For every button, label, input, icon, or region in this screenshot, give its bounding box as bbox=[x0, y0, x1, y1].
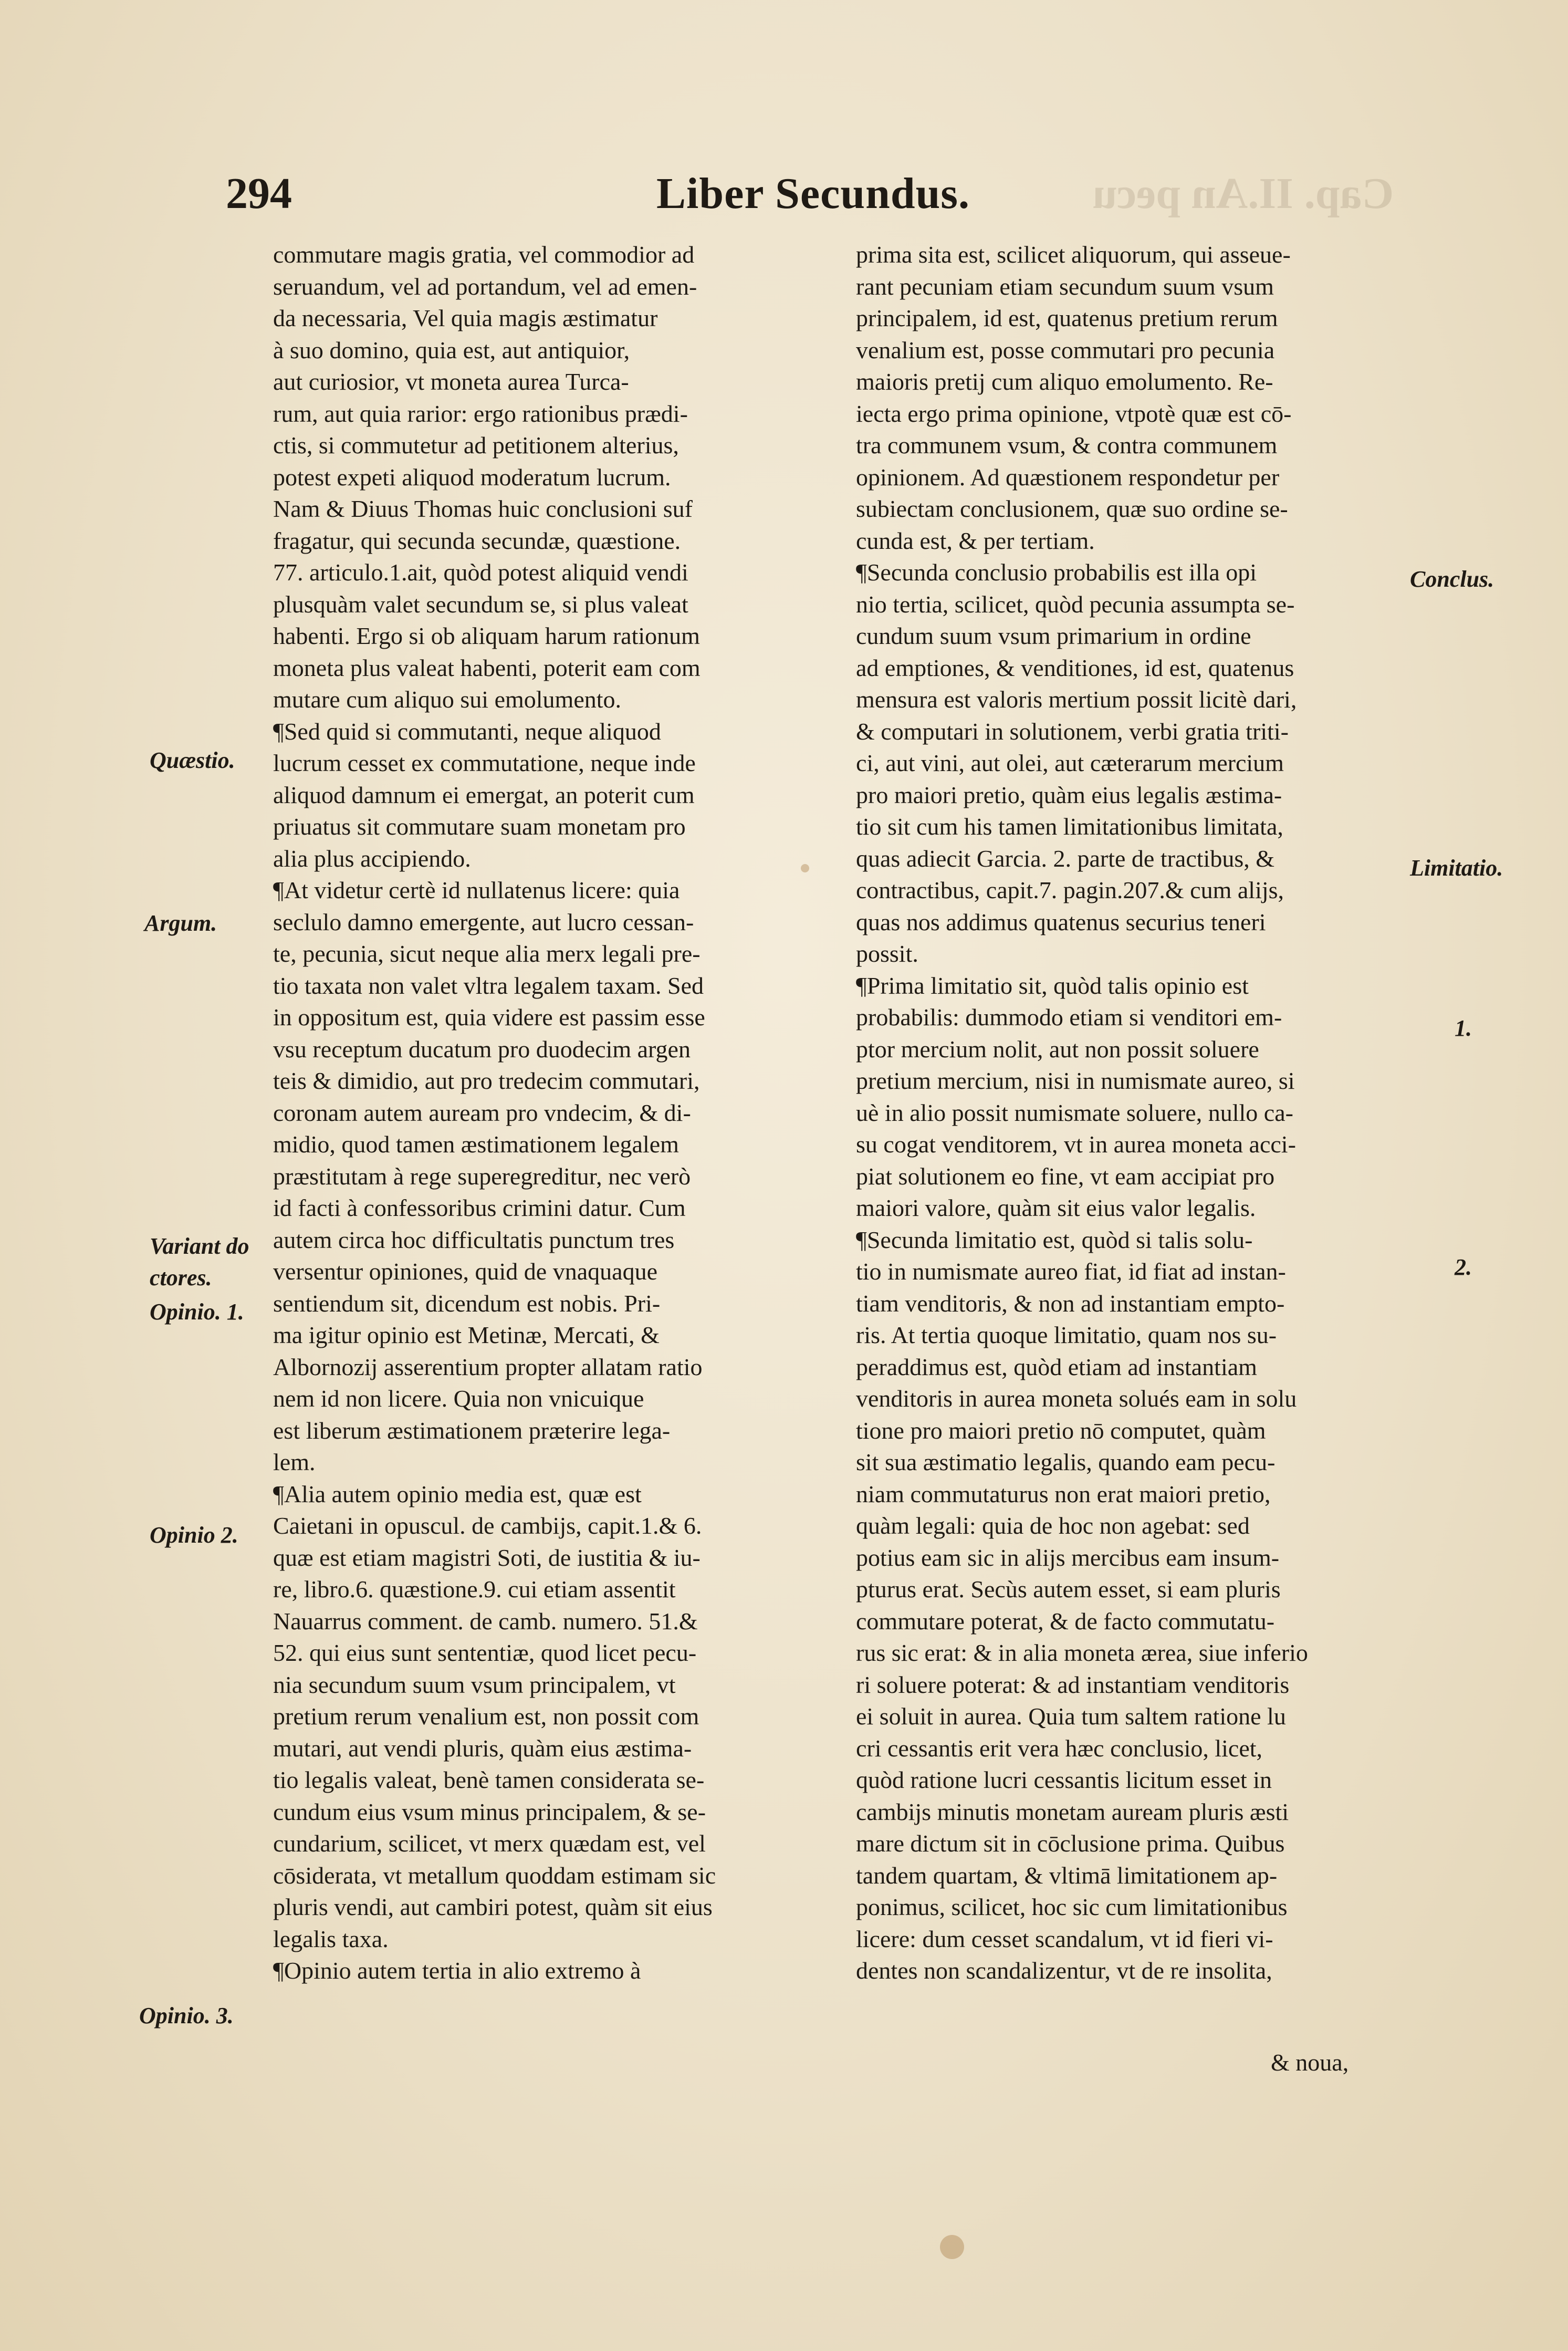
text-line: ri soluere poterat: & ad instantiam venditoris bbox=[856, 1671, 1290, 1698]
text-line: cōsiderata, vt metallum quoddam estimam sic bbox=[273, 1861, 716, 1889]
text-line: nia secundum suum vsum principalem, vt bbox=[273, 1671, 676, 1698]
margin-note-number-2: 2. bbox=[1455, 1254, 1472, 1280]
text-line: su cogat venditorem, vt in aurea moneta acci- bbox=[856, 1131, 1296, 1158]
text-line: coronam autem auream pro vndecim, & di- bbox=[273, 1099, 691, 1126]
text-line: ¶Alia autem opinio media est, quæ est bbox=[273, 1480, 642, 1507]
text-line: ¶Secunda limitatio est, quòd si talis solu- bbox=[856, 1226, 1253, 1253]
margin-note-number-1: 1. bbox=[1455, 1015, 1472, 1041]
text-line: quæ est etiam magistri Soti, de iustitia & iu- bbox=[273, 1544, 701, 1571]
text-line: id facti à confessoribus crimini datur. Cum bbox=[273, 1194, 686, 1221]
margin-note-conclus: Conclus. bbox=[1410, 566, 1494, 592]
text-line: venalium est, posse commutari pro pecunia bbox=[856, 336, 1275, 363]
text-line: possit. bbox=[856, 940, 918, 967]
text-line: quòd ratione lucri cessantis licitum esset in bbox=[856, 1766, 1272, 1793]
text-line: moneta plus valeat habenti, poterit eam com bbox=[273, 654, 701, 681]
text-line: nio tertia, scilicet, quòd pecunia assumpta se- bbox=[856, 590, 1295, 618]
margin-note-limitatio: Limitatio. bbox=[1410, 855, 1503, 881]
folio-number: 294 bbox=[226, 169, 292, 218]
text-line: versentur opiniones, quid de vnaquaque bbox=[273, 1258, 657, 1285]
text-line: te, pecunia, sicut neque alia merx legali pre- bbox=[273, 940, 701, 967]
text-line: pturus erat. Secùs autem esset, si eam pluris bbox=[856, 1576, 1281, 1603]
text-line: Nam & Diuus Thomas huic conclusioni suf bbox=[273, 495, 693, 522]
text-line: quas adiecit Garcia. 2. parte de tractibus, & bbox=[856, 845, 1275, 872]
catchword: & noua, bbox=[1271, 2049, 1349, 2076]
text-line: tio in numismate aureo fiat, id fiat ad instan- bbox=[856, 1258, 1286, 1285]
margin-note-argum: Argum. bbox=[144, 910, 217, 936]
text-line: commutare poterat, & de facto commutatu- bbox=[856, 1607, 1275, 1635]
text-line: potest expeti aliquod moderatum lucrum. bbox=[273, 463, 671, 491]
text-line: tio taxata non valet vltra legalem taxam. Sed bbox=[273, 972, 704, 999]
text-line: est liberum æstimationem præterire lega- bbox=[273, 1417, 671, 1444]
text-line: subiectam conclusionem, quæ suo ordine se- bbox=[856, 495, 1288, 522]
text-line: à suo domino, quia est, aut antiquior, bbox=[273, 336, 630, 363]
text-line: mutari, aut vendi pluris, quàm eius æstima- bbox=[273, 1734, 692, 1762]
text-line: venditoris in aurea moneta solués eam in solu bbox=[856, 1385, 1297, 1412]
text-line: Albornozij asserentium propter allatam ratio bbox=[273, 1353, 703, 1380]
text-line: probabilis: dummodo etiam si venditori em- bbox=[856, 1004, 1282, 1031]
text-line: sentiendum sit, dicendum est nobis. Pri- bbox=[273, 1289, 661, 1317]
text-line: quas nos addimus quatenus securius teneri bbox=[856, 908, 1266, 935]
right-text-column bbox=[856, 239, 1397, 1987]
text-line: commutare magis gratia, vel commodior ad bbox=[273, 241, 695, 268]
text-line: maiori valore, quàm sit eius valor legalis. bbox=[856, 1194, 1256, 1221]
text-line: ponimus, scilicet, hoc sic cum limitationibus bbox=[856, 1894, 1288, 1920]
text-line: cundarium, scilicet, vt merx quædam est, vel bbox=[273, 1830, 706, 1857]
text-line: piat solutionem eo fine, vt eam accipiat pro bbox=[856, 1162, 1275, 1190]
text-line: præstitutam à rege superegreditur, nec verò bbox=[273, 1162, 691, 1190]
text-line: cambijs minutis monetam auream pluris æsti bbox=[856, 1798, 1289, 1825]
text-line: priuatus sit commutare suam monetam pro bbox=[273, 813, 686, 840]
text-line: ¶Secunda conclusio probabilis est illa opi bbox=[856, 559, 1257, 586]
text-line: 52. qui eius sunt sententiæ, quod licet pecu- bbox=[273, 1639, 697, 1666]
text-line: pretium rerum venalium est, non possit com bbox=[273, 1703, 699, 1730]
text-line: principalem, id est, quatenus pretium rerum bbox=[856, 305, 1278, 331]
text-line: ris. At tertia quoque limitatio, quam nos su- bbox=[856, 1322, 1277, 1348]
margin-note-ctores: ctores. bbox=[150, 1265, 212, 1291]
text-line: in oppositum est, quia videre est passim esse bbox=[273, 1004, 705, 1031]
text-line: ¶Prima limitatio sit, quòd talis opinio est bbox=[856, 972, 1249, 999]
text-line: ¶At videtur certè id nullatenus licere: quia bbox=[273, 877, 680, 903]
text-line: peraddimus est, quòd etiam ad instantiam bbox=[856, 1353, 1257, 1380]
text-line: teis & dimidio, aut pro tredecim commutari, bbox=[273, 1067, 700, 1094]
text-line: 77. articulo.1.ait, quòd potest aliquid vendi bbox=[273, 559, 688, 586]
text-line: tio legalis valeat, benè tamen considerata se- bbox=[273, 1766, 705, 1793]
text-line: rum, aut quia rarior: ergo rationibus prædi- bbox=[273, 400, 688, 427]
text-line: aliquod damnum ei emergat, an poterit cum bbox=[273, 781, 695, 808]
margin-note-questio: Quæstio. bbox=[150, 747, 235, 773]
text-line: ei soluit in aurea. Quia tum saltem ratione lu bbox=[856, 1703, 1286, 1730]
margin-note-opinio-3: Opinio. 3. bbox=[139, 2003, 234, 2028]
text-line: mensura est valoris mertium possit licitè dari, bbox=[856, 686, 1297, 713]
text-line: quàm legali: quia de hoc non agebat: sed bbox=[856, 1512, 1250, 1539]
text-line: cundum eius vsum minus principalem, & se- bbox=[273, 1798, 706, 1825]
text-line: plusquàm valet secundum se, si plus valeat bbox=[273, 590, 688, 618]
text-line: alia plus accipiendo. bbox=[273, 845, 471, 872]
text-line: re, libro.6. quæstione.9. cui etiam assentit bbox=[273, 1576, 676, 1603]
text-line: cundum suum vsum primarium in ordine bbox=[856, 622, 1251, 649]
left-text-column bbox=[273, 239, 809, 1987]
text-line: midio, quod tamen æstimationem legalem bbox=[273, 1131, 679, 1158]
text-line: tra communem vsum, & contra communem bbox=[856, 432, 1278, 459]
text-line: mutare cum aliquo sui emolumento. bbox=[273, 686, 622, 713]
text-line: dentes non scandalizentur, vt de re insolita, bbox=[856, 1957, 1272, 1984]
text-line: ad emptiones, & venditiones, id est, quatenus bbox=[856, 654, 1294, 681]
text-line: pretium mercium, nisi in numismate aureo, si bbox=[856, 1067, 1295, 1094]
margin-note-variant: Variant do bbox=[150, 1233, 249, 1259]
text-line: tio sit cum his tamen limitationibus limitata, bbox=[856, 813, 1283, 840]
text-line: ma igitur opinio est Metinæ, Mercati, & bbox=[273, 1322, 660, 1348]
text-line: rant pecuniam etiam secundum suum vsum bbox=[856, 273, 1274, 300]
text-line: sit sua æstimatio legalis, quando eam pecu- bbox=[856, 1449, 1276, 1475]
text-line: lucrum cesset ex commutatione, neque inde bbox=[273, 750, 696, 776]
text-line: fragatur, qui secunda secundæ, quæstione. bbox=[273, 527, 681, 554]
text-line: autem circa hoc difficultatis punctum tres bbox=[273, 1226, 675, 1253]
text-line: lem. bbox=[273, 1449, 316, 1475]
paper-stain bbox=[940, 2235, 964, 2259]
text-line: pro maiori pretio, quàm eius legalis æstima- bbox=[856, 781, 1282, 808]
text-line: pluris vendi, aut cambiri potest, quàm sit eius bbox=[273, 1894, 713, 1920]
bleed-through-text: Cap. II.An pecu bbox=[1092, 169, 1394, 218]
text-line: opinionem. Ad quæstionem respondetur per bbox=[856, 463, 1280, 491]
text-line: potius eam sic in alijs mercibus eam insum- bbox=[856, 1544, 1280, 1571]
margin-note-opinio-2: Opinio 2. bbox=[150, 1522, 238, 1548]
text-line: ¶Sed quid si commutanti, neque aliquod bbox=[273, 717, 661, 745]
text-line: contractibus, capit.7. pagin.207.& cum alijs, bbox=[856, 877, 1284, 903]
margin-note-opinio-1: Opinio. 1. bbox=[150, 1299, 244, 1325]
text-line: tandem quartam, & vltimā limitationem ap- bbox=[856, 1861, 1278, 1889]
text-line: nem id non licere. Quia non vnicuique bbox=[273, 1385, 644, 1412]
text-line: ci, aut vini, aut olei, aut cæterarum mercium bbox=[856, 750, 1284, 776]
text-line: Nauarrus comment. de camb. numero. 51.& bbox=[273, 1607, 698, 1635]
text-line: tiam venditoris, & non ad instantiam empto- bbox=[856, 1289, 1285, 1317]
text-line: rus sic erat: & in alia moneta ærea, siue inferio bbox=[856, 1639, 1308, 1666]
text-line: tione pro maiori pretio nō computet, quàm bbox=[856, 1417, 1266, 1444]
text-line: ¶Opinio autem tertia in alio extremo à bbox=[273, 1957, 641, 1984]
text-line: licere: dum cesset scandalum, vt id fieri vi- bbox=[856, 1925, 1273, 1952]
text-line: niam commutaturus non erat maiori pretio, bbox=[856, 1480, 1271, 1507]
text-line: legalis taxa. bbox=[273, 1925, 389, 1952]
text-line: cri cessantis erit vera hæc conclusio, licet, bbox=[856, 1734, 1263, 1762]
text-line: habenti. Ergo si ob aliquam harum rationum bbox=[273, 622, 700, 649]
text-line: cunda est, & per tertiam. bbox=[856, 527, 1095, 554]
text-line: & computari in solutionem, verbi gratia triti- bbox=[856, 717, 1289, 745]
running-title: Liber Secundus. bbox=[656, 169, 970, 218]
text-line: Caietani in opuscul. de cambijs, capit.1.& 6. bbox=[273, 1512, 702, 1539]
page-header bbox=[226, 168, 1407, 231]
text-line: seruandum, vel ad portandum, vel ad emen- bbox=[273, 273, 697, 300]
text-line: vsu receptum ducatum pro duodecim argen bbox=[273, 1035, 691, 1063]
text-line: aut curiosior, vt moneta aurea Turca- bbox=[273, 368, 629, 395]
text-line: seclulo damno emergente, aut lucro cessan- bbox=[273, 908, 694, 935]
text-line: maioris pretij cum aliquo emolumento. Re- bbox=[856, 368, 1273, 395]
text-line: uè in alio possit numismate soluere, nullo ca- bbox=[856, 1099, 1293, 1126]
text-line: ptor mercium nolit, aut non possit soluere bbox=[856, 1035, 1259, 1063]
text-line: ctis, si commutetur ad petitionem alterius, bbox=[273, 432, 679, 459]
text-line: iecta ergo prima opinione, vtpotè quæ est cō- bbox=[856, 400, 1292, 427]
text-line: mare dictum sit in cōclusione prima. Quibus bbox=[856, 1830, 1285, 1857]
text-line: da necessaria, Vel quia magis æstimatur bbox=[273, 305, 658, 331]
text-line: prima sita est, scilicet aliquorum, qui asseue- bbox=[856, 241, 1291, 268]
